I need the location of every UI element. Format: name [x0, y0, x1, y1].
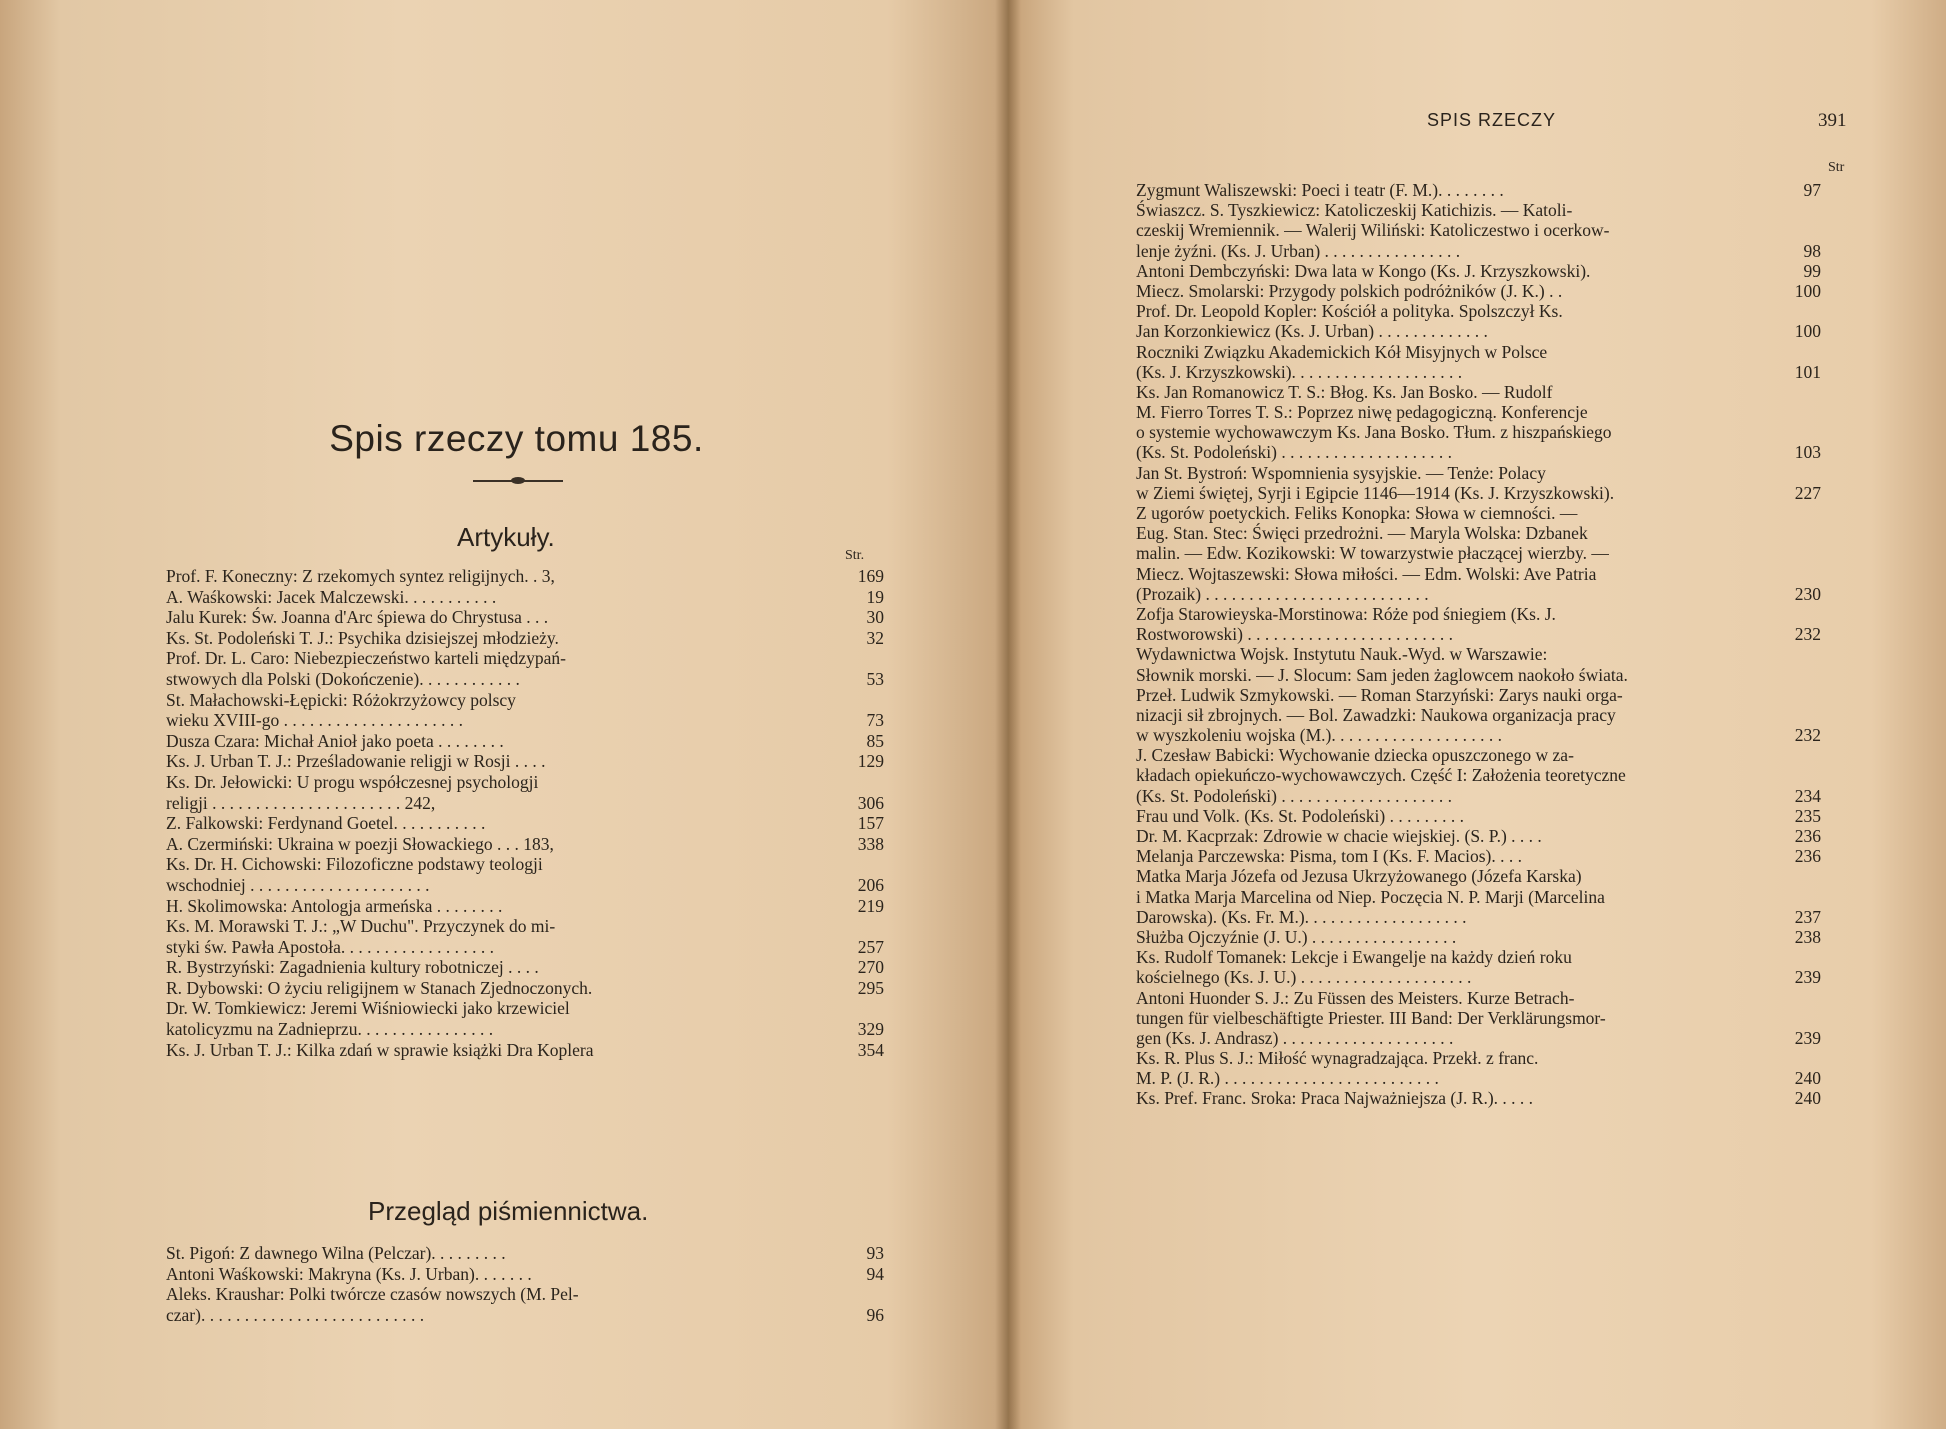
toc-entry — [166, 896, 884, 917]
toc-entry — [166, 978, 884, 999]
entry-text: Antoni Dembczyński: Dwa lata w Kongo (Ks. J. Krzyszkowski). — [1136, 260, 1591, 281]
entry-text: Ks. St. Podoleński T. J.: Psychika dzisiejszej młodzieży. — [166, 627, 559, 648]
entry-text: Frau und Volk. (Ks. St. Podoleński) . . . . . . . . . — [1136, 805, 1464, 826]
entry-text: o systemie wychowawczym Ks. Jana Bosko. Tłum. z hiszpańskiego — [1136, 422, 1612, 443]
entry-page-number: 53 — [866, 668, 884, 689]
entry-text: Ks. Rudolf Tomanek: Lekcje i Ewangelje na każdy dzień roku — [1136, 947, 1572, 968]
entry-page-number: 239 — [1794, 967, 1821, 988]
entry-text: Dusza Czara: Michał Anioł jako poeta . . . . . . . . — [166, 730, 504, 751]
toc-entry — [166, 648, 884, 689]
entry-text: katolicyzmu na Zadnieprzu. . . . . . . . . . . . . . . . — [166, 1019, 494, 1040]
entry-text: St. Małachowski-Łępicki: Różokrzyżowcy polscy — [166, 689, 516, 710]
articles-list — [166, 566, 884, 1060]
entry-text: Jalu Kurek: Św. Joanna d'Arc śpiewa do Chrystusa . . . — [166, 607, 549, 628]
toc-entry — [1136, 644, 1821, 745]
page-number: 391 — [1818, 110, 1847, 131]
page-column-label: Str. — [845, 548, 865, 563]
toc-entry — [166, 916, 884, 957]
entry-text: malin. — Edw. Kozikowski: W towarzystwie płaczącej wierzby. — — [1136, 543, 1609, 564]
entry-text: wschodniej . . . . . . . . . . . . . . . . . . . . . — [166, 874, 430, 895]
entry-page-number: 206 — [857, 874, 884, 895]
reviews-list — [166, 1243, 884, 1325]
entry-page-number: 73 — [866, 710, 884, 731]
entry-page-number: 157 — [857, 813, 884, 834]
toc-entry — [1136, 261, 1821, 281]
entry-text: Ks. M. Morawski T. J.: „W Duchu". Przyczynek do mi- — [166, 916, 556, 937]
entry-text: Słownik morski. — J. Slocum: Sam jeden żaglowcem naokoło świata. — [1136, 664, 1628, 685]
entry-text: Ks. Pref. Franc. Sroka: Praca Najważniejsza (J. R.). . . . . — [1136, 1088, 1534, 1109]
toc-entry — [1136, 463, 1821, 503]
entry-text: religji . . . . . . . . . . . . . . . . . . . . . . 242, — [166, 792, 436, 813]
entry-text: gen (Ks. J. Andrasz) . . . . . . . . . . . . . . . . . . . . — [1136, 1027, 1454, 1048]
toc-entry — [1136, 382, 1821, 463]
entry-page-number: 338 — [857, 833, 884, 854]
entry-text: Świaszcz. S. Tyszkiewicz: Katoliczeskij Katichizis. — Katoli- — [1136, 200, 1573, 221]
toc-entry — [166, 1243, 884, 1264]
entry-text: M. Fierro Torres T. S.: Poprzez niwę pedagogiczną. Konferencje — [1136, 402, 1588, 423]
entry-text: Miecz. Smolarski: Przygody polskich podróżników (J. K.) . . — [1136, 280, 1563, 301]
entry-page-number: 94 — [866, 1263, 884, 1284]
toc-entry — [1136, 826, 1821, 846]
entry-text: Dr. W. Tomkiewicz: Jeremi Wiśniowiecki jako krzewiciel — [166, 998, 570, 1019]
toc-entry — [1136, 281, 1821, 301]
entry-text: Prof. Dr. Leopold Kopler: Kościół a polityka. Spolszczył Ks. — [1136, 301, 1563, 322]
entry-page-number: 354 — [857, 1039, 884, 1060]
entry-page-number: 240 — [1794, 1068, 1821, 1089]
toc-entry — [166, 1284, 884, 1325]
entry-page-number: 100 — [1794, 280, 1821, 301]
entry-text: Prof. Dr. L. Caro: Niebezpieczeństwo karteli międzypań- — [166, 648, 566, 669]
entry-page-number: 237 — [1794, 906, 1821, 927]
entry-text: czar). . . . . . . . . . . . . . . . . . . . . . . . . . — [166, 1304, 425, 1325]
entry-page-number: 232 — [1794, 725, 1821, 746]
toc-entry — [1136, 988, 1821, 1049]
entry-page-number: 239 — [1794, 1027, 1821, 1048]
entry-text: (Prozaik) . . . . . . . . . . . . . . . . . . . . . . . . . . — [1136, 583, 1429, 604]
entry-page-number: 306 — [857, 792, 884, 813]
toc-entry — [1136, 866, 1821, 927]
entry-page-number: 236 — [1794, 826, 1821, 846]
page-column-label: Str — [1828, 160, 1845, 175]
entry-text: lenje żyźni. (Ks. J. Urban) . . . . . . . . . . . . . . . . — [1136, 240, 1461, 261]
entry-text: (Ks. St. Podoleński) . . . . . . . . . . . . . . . . . . . . — [1136, 442, 1452, 463]
entry-text: i Matka Marja Marcelina od Niep. Poczęcia N. P. Marji (Marcelina — [1136, 886, 1605, 907]
entry-text: Zygmunt Waliszewski: Poeci i teatr (F. M.). . . . . . . . — [1136, 180, 1504, 200]
right-entries-list — [1136, 180, 1821, 1109]
running-head: SPIS RZECZY — [1427, 110, 1557, 130]
book-gutter — [995, 0, 1021, 1429]
entry-page-number: 234 — [1794, 785, 1821, 806]
entry-page-number: 103 — [1794, 442, 1821, 463]
entry-page-number: 295 — [857, 977, 884, 998]
entry-text: Przeł. Ludwik Szmykowski. — Roman Starzyński: Zarys nauki orga- — [1136, 684, 1623, 705]
entry-text: Wydawnictwa Wojsk. Instytutu Nauk.-Wyd. w Warszawie: — [1136, 644, 1548, 665]
entry-page-number: 85 — [866, 730, 884, 751]
toc-entry — [1136, 200, 1821, 261]
entry-text: R. Dybowski: O życiu religijnem w Stanach Zjednoczonych. — [166, 977, 593, 998]
entry-text: Aleks. Kraushar: Polki twórcze czasów nowszych (M. Pel- — [166, 1284, 579, 1305]
entry-page-number: 257 — [857, 936, 884, 957]
entry-text: Roczniki Związku Akademickich Kół Misyjnych w Polsce — [1136, 341, 1548, 362]
entry-text: Matka Marja Józefa od Jezusa Ukrzyżowanego (Józefa Karska) — [1136, 866, 1582, 887]
toc-entry — [1136, 503, 1821, 604]
entry-page-number: 98 — [1803, 240, 1821, 261]
toc-entry — [166, 587, 884, 608]
articles-heading: Artykuły. — [457, 522, 555, 552]
entry-text: kościelnego (Ks. J. U.) . . . . . . . . . . . . . . . . . . . . — [1136, 967, 1472, 988]
entry-page-number: 169 — [857, 566, 884, 586]
entry-text: H. Skolimowska: Antologja armeńska . . . . . . . . — [166, 895, 503, 916]
entry-page-number: 227 — [1794, 482, 1821, 503]
entry-text: nizacji sił zbrojnych. — Bol. Zawadzki: Naukowa organizacja pracy — [1136, 704, 1616, 725]
entry-page-number: 235 — [1794, 805, 1821, 826]
entry-text: Ks. Dr. Jełowicki: U progu współczesnej psychologji — [166, 771, 539, 792]
entry-text: czeskij Wremiennik. — Walerij Wiliński: Katoliczestwo i ocerkow- — [1136, 220, 1610, 241]
entry-text: R. Bystrzyński: Zagadnienia kultury robotniczej . . . . — [166, 957, 539, 978]
entry-text: Z ugorów poetyckich. Feliks Konopka: Słowa w ciemności. — — [1136, 503, 1578, 523]
entry-text: Z. Falkowski: Ferdynand Goetel. . . . . . . . . . . — [166, 813, 486, 834]
toc-entry — [1136, 846, 1821, 866]
entry-page-number: 329 — [857, 1019, 884, 1040]
entry-page-number: 129 — [857, 751, 884, 772]
toc-entry — [166, 607, 884, 628]
toc-entry — [1136, 1048, 1821, 1088]
entry-text: Służba Ojczyźnie (J. U.) . . . . . . . . . . . . . . . . . — [1136, 926, 1457, 947]
entry-text: Rostworowski) . . . . . . . . . . . . . . . . . . . . . . . . — [1136, 624, 1453, 645]
entry-text: Ks. J. Urban T. J.: Kilka zdań w sprawie książki Dra Koplera — [166, 1039, 594, 1060]
entry-text: w wyszkoleniu wojska (M.). . . . . . . . . . . . . . . . . . . . — [1136, 725, 1503, 746]
entry-text: Zofja Starowieyska-Morstinowa: Róże pod śniegiem (Ks. J. — [1136, 603, 1556, 624]
toc-entry — [1136, 604, 1821, 644]
entry-text: Ks. Dr. H. Cichowski: Filozoficzne podstawy teologji — [166, 854, 543, 875]
toc-entry — [1136, 927, 1821, 947]
toc-entry — [166, 998, 884, 1039]
title-ornament — [473, 480, 563, 482]
toc-entry — [166, 628, 884, 649]
toc-entry — [166, 957, 884, 978]
entry-page-number: 32 — [866, 627, 884, 648]
entry-text: Ks. Jan Romanowicz T. S.: Błog. Ks. Jan Bosko. — Rudolf — [1136, 381, 1553, 402]
entry-text: stwowych dla Polski (Dokończenie). . . . . . . . . . . . — [166, 668, 520, 689]
entry-text: wieku XVIII-go . . . . . . . . . . . . . . . . . . . . . — [166, 710, 463, 731]
entry-text: w Ziemi świętej, Syrji i Egipcie 1146—1914 (Ks. J. Krzyszkowski). — [1136, 482, 1615, 503]
toc-entry — [1136, 342, 1821, 382]
entry-page-number: 19 — [866, 586, 884, 607]
entry-page-number: 100 — [1794, 321, 1821, 342]
entry-text: (Ks. J. Krzyszkowski). . . . . . . . . . . . . . . . . . . . — [1136, 361, 1463, 382]
entry-text: Darowska). (Ks. Fr. M.). . . . . . . . . . . . . . . . . . . — [1136, 906, 1467, 927]
toc-entry — [166, 1040, 884, 1061]
toc-entry — [166, 566, 884, 587]
entry-text: Eug. Stan. Stec: Święci przedrożni. — Maryla Wolska: Dzbanek — [1136, 523, 1588, 544]
entry-text: Miecz. Wojtaszewski: Słowa miłości. — Edm. Wolski: Ave Patria — [1136, 563, 1597, 584]
entry-page-number: 270 — [857, 957, 884, 978]
entry-text: Antoni Huonder S. J.: Zu Füssen des Meisters. Kurze Betrach- — [1136, 987, 1575, 1008]
review-heading: Przegląd piśmiennictwa. — [368, 1196, 649, 1226]
entry-page-number: 97 — [1803, 180, 1821, 200]
entry-text: tungen für vielbeschäftigte Priester. III Band: Der Verklärungsmor- — [1136, 1007, 1606, 1028]
toc-entry — [166, 751, 884, 772]
entry-text: Melanja Parczewska: Pisma, tom I (Ks. F. Macios). . . . — [1136, 846, 1522, 867]
toc-entry — [166, 854, 884, 895]
entry-page-number: 96 — [866, 1304, 884, 1325]
toc-entry — [166, 772, 884, 813]
entry-text: A. Czermiński: Ukraina w poezji Słowackiego . . . 183, — [166, 833, 554, 854]
entry-page-number: 219 — [857, 895, 884, 916]
entry-text: J. Czesław Babicki: Wychowanie dziecka opuszczonego w za- — [1136, 745, 1574, 766]
entry-page-number: 240 — [1794, 1088, 1821, 1109]
toc-entry — [166, 1264, 884, 1285]
entry-text: kładach opiekuńczo-wychowawczych. Część I: Założenia teoretyczne — [1136, 765, 1626, 786]
entry-text: Jan Korzonkiewicz (Ks. J. Urban) . . . . . . . . . . . . . — [1136, 321, 1488, 342]
entry-text: Antoni Waśkowski: Makryna (Ks. J. Urban). . . . . . . — [166, 1263, 532, 1284]
entry-page-number: 230 — [1794, 583, 1821, 604]
entry-text: A. Waśkowski: Jacek Malczewski. . . . . . . . . . . — [166, 586, 497, 607]
entry-page-number: 238 — [1794, 926, 1821, 947]
entry-text: Dr. M. Kacprzak: Zdrowie w chacie wiejskiej. (S. P.) . . . . — [1136, 826, 1542, 846]
toc-entry — [1136, 180, 1821, 200]
toc-entry — [1136, 806, 1821, 826]
entry-text: (Ks. St. Podoleński) . . . . . . . . . . . . . . . . . . . . — [1136, 785, 1452, 806]
entry-text: Prof. F. Koneczny: Z rzekomych syntez religijnych. . 3, — [166, 566, 555, 586]
entry-page-number: 30 — [866, 607, 884, 628]
entry-page-number: 101 — [1794, 361, 1821, 382]
toc-entry — [1136, 301, 1821, 341]
page-title: Spis rzeczy tomu 185. — [329, 418, 704, 459]
entry-page-number: 236 — [1794, 846, 1821, 867]
toc-entry — [1136, 947, 1821, 987]
entry-text: Ks. J. Urban T. J.: Prześladowanie religji w Rosji . . . . — [166, 751, 546, 772]
toc-entry — [166, 731, 884, 752]
entry-page-number: 99 — [1803, 260, 1821, 281]
toc-entry — [166, 834, 884, 855]
toc-entry — [166, 690, 884, 731]
entry-page-number: 232 — [1794, 624, 1821, 645]
entry-page-number: 93 — [866, 1243, 884, 1263]
entry-text: St. Pigoń: Z dawnego Wilna (Pelczar). . . . . . . . . — [166, 1243, 506, 1263]
toc-entry — [1136, 745, 1821, 806]
entry-text: Ks. R. Plus S. J.: Miłość wynagradzająca. Przekł. z franc. — [1136, 1048, 1539, 1069]
toc-entry — [166, 813, 884, 834]
entry-text: M. P. (J. R.) . . . . . . . . . . . . . . . . . . . . . . . . . — [1136, 1068, 1439, 1089]
entry-text: Jan St. Bystroń: Wspomnienia sysyjskie. — Tenże: Polacy — [1136, 462, 1546, 483]
entry-text: styki św. Pawła Apostoła. . . . . . . . . . . . . . . . . . — [166, 936, 494, 957]
toc-entry — [1136, 1088, 1821, 1108]
